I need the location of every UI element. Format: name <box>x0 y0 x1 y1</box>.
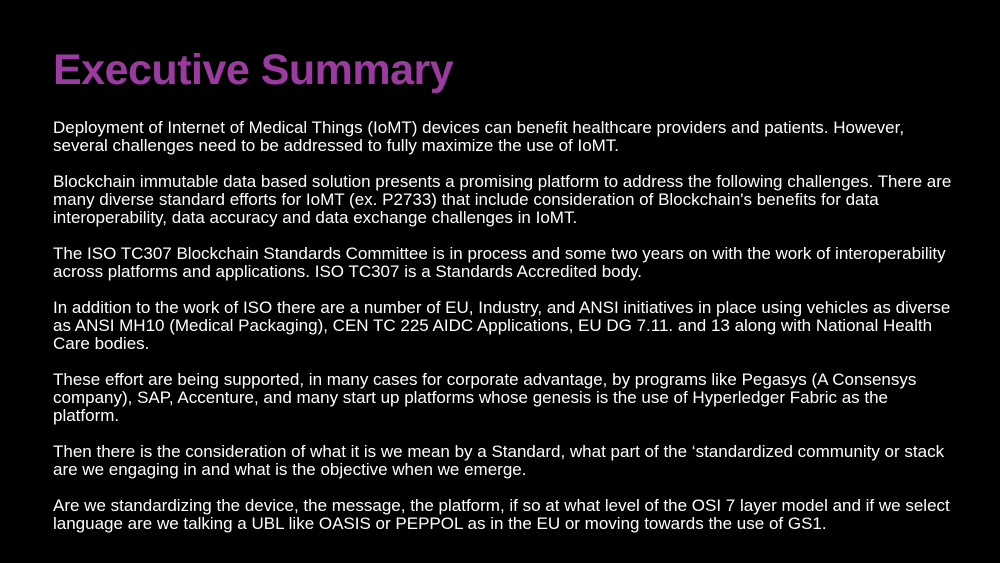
paragraph-corporate-programs: These effort are being supported, in many cases for corporate advantage, by programs like Pegasys (A Consensys company), SAP, Accenture, and many start up platforms whose genesis is the use of Hyperledger Fabric as the platform. <box>53 370 917 425</box>
paragraph-eu-ansi-initiatives: In addition to the work of ISO there are a number of EU, Industry, and ANSI initiatives in place using vehicles as diverse as ANSI MH10 (Medical Packaging), CEN TC 225 AIDC Applications, EU DG 7.11. and 13 along with National Health Care bodies. <box>53 298 951 353</box>
slide-body <box>53 119 958 533</box>
paragraph-blockchain-solution: Blockchain immutable data based solution presents a promising platform to address the following challenges. There are many diverse standard efforts for IoMT (ex. P2733) that include consideration of Blockchain's benefits for data interoperability, data accuracy and data exchange challenges in IoMT. <box>53 172 952 227</box>
paragraph-standardization-questions: Are we standardizing the device, the message, the platform, if so at what level of the OSI 7 layer model and if we select language are we talking a UBL like OASIS or PEPPOL as in the EU or moving towards the use of GS1. <box>53 496 950 533</box>
slide-title: Executive Summary <box>53 46 454 94</box>
paragraph-iso-tc307: The ISO TC307 Blockchain Standards Committee is in process and some two years on with the work of interoperability across platforms and applications. ISO TC307 is a Standards Accredited body. <box>53 244 946 281</box>
paragraph-iomt-deployment: Deployment of Internet of Medical Things (IoMT) devices can benefit healthcare providers and patients. However, several challenges need to be addressed to fully maximize the use of IoMT. <box>53 118 905 155</box>
paragraph-standard-definition: Then there is the consideration of what it is we mean by a Standard, what part of the ‘standardized community or stack are we engaging in and what is the objective when we emerge. <box>53 442 945 479</box>
